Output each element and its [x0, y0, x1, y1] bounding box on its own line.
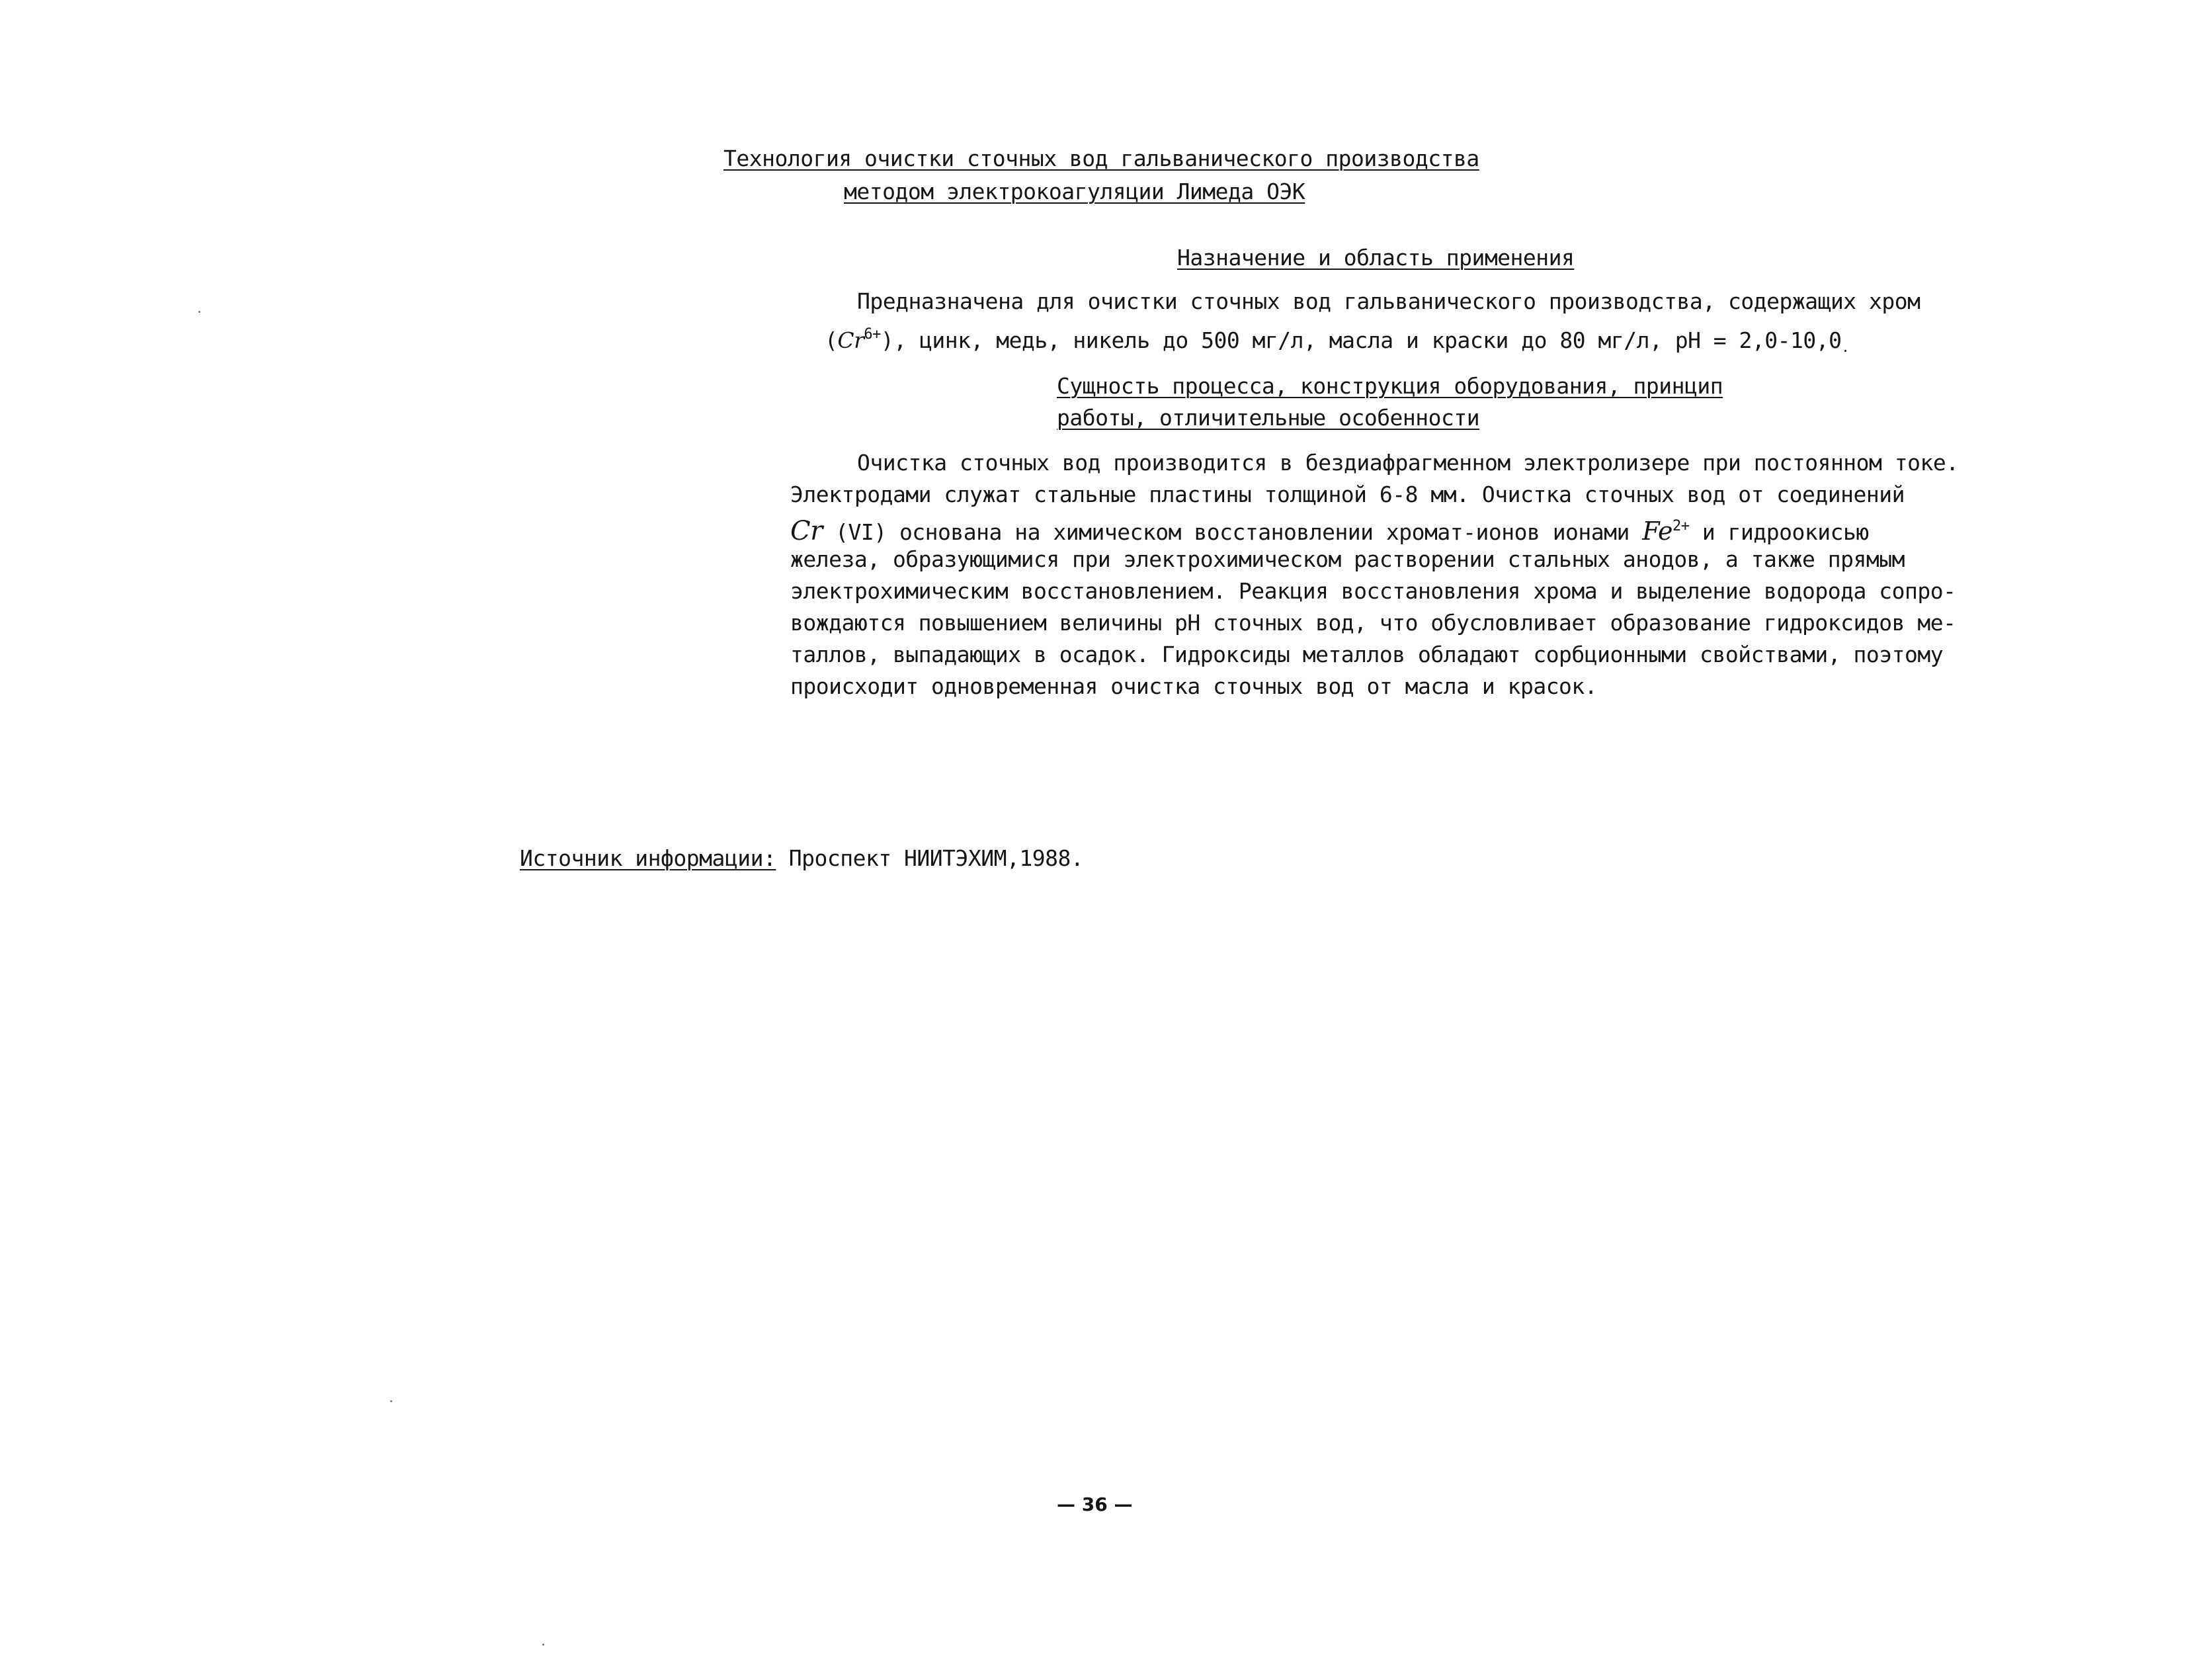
source-text: Проспект НИИТЭХИМ,1988. — [788, 845, 1084, 871]
scan-speck — [542, 1644, 544, 1646]
chromium-symbol: Cr — [837, 327, 864, 353]
page-number: — 36 — — [1057, 1493, 1133, 1515]
source-line — [520, 845, 1083, 872]
chromium-charge: 6+ — [864, 326, 881, 343]
iron-charge: 2+ — [1672, 518, 1690, 534]
essence-paragraph-line-3 — [790, 513, 1869, 546]
essence-paragraph-line-2: Электродами служат стальные пластины толщиной 6-8 мм. Очистка сточных вод от соединений — [790, 482, 1905, 507]
chromium-symbol: Cr — [790, 516, 823, 546]
essence-paragraph-line-4: железа, образующимися при электрохимическом растворении стальных анодов, а также прямым — [790, 546, 1905, 572]
purpose-paragraph-line-1: Предназначена для очистки сточных вод гальванического производства, содержащих хром — [857, 288, 1920, 314]
essence-paragraph-line-7: таллов, выпадающих в осадок. Гидроксиды металлов обладают сорбционными свойствами, поэтому — [790, 642, 1944, 667]
essence-paragraph-line-5: электрохимическим восстановлением. Реакция восстановления хрома и выделение водорода сопро- — [790, 578, 1956, 604]
essence-line-3-end: и гидроокисью — [1689, 519, 1869, 545]
section-heading-essence-line-1: Сущность процесса, конструкция оборудования, принцип — [1057, 373, 1723, 399]
purpose-paragraph-line-2 — [825, 321, 1849, 360]
section-heading-purpose: Назначение и область применения — [1177, 245, 1575, 271]
essence-paragraph-line-8: происходит одновременная очистка сточных вод от масла и красок. — [790, 673, 1598, 699]
document-title-line-2: методом электрокоагуляции Лимеда ОЭК — [844, 179, 1305, 204]
scan-speck — [198, 311, 200, 313]
document-title-line-1: Технология очистки сточных вод гальванического производства — [723, 146, 1479, 171]
essence-paragraph-line-1: Очистка сточных вод производится в бездиафрагменном электролизере при постоянном токе. — [857, 450, 1959, 476]
purpose-line-2-end-mark: . — [1841, 339, 1850, 355]
scan-speck — [390, 1400, 392, 1402]
purpose-line-2-text: ), цинк, медь, никель до 500 мг/л, масла и краски до 80 мг/л, pH = 2,0-10,0 — [880, 327, 1842, 353]
open-paren: ( — [825, 327, 838, 353]
section-heading-essence-line-2: работы, отличительные особенности — [1057, 405, 1480, 431]
iron-symbol: Fe — [1642, 517, 1673, 546]
essence-line-3-text: (VI) основана на химическом восстановлении хромат-ионов ионами — [822, 519, 1643, 545]
essence-paragraph-line-6: вождаются повышением величины pH сточных вод, что обусловливает образование гидроксидов ме- — [790, 610, 1956, 636]
source-label: Источник информации: — [520, 845, 776, 871]
